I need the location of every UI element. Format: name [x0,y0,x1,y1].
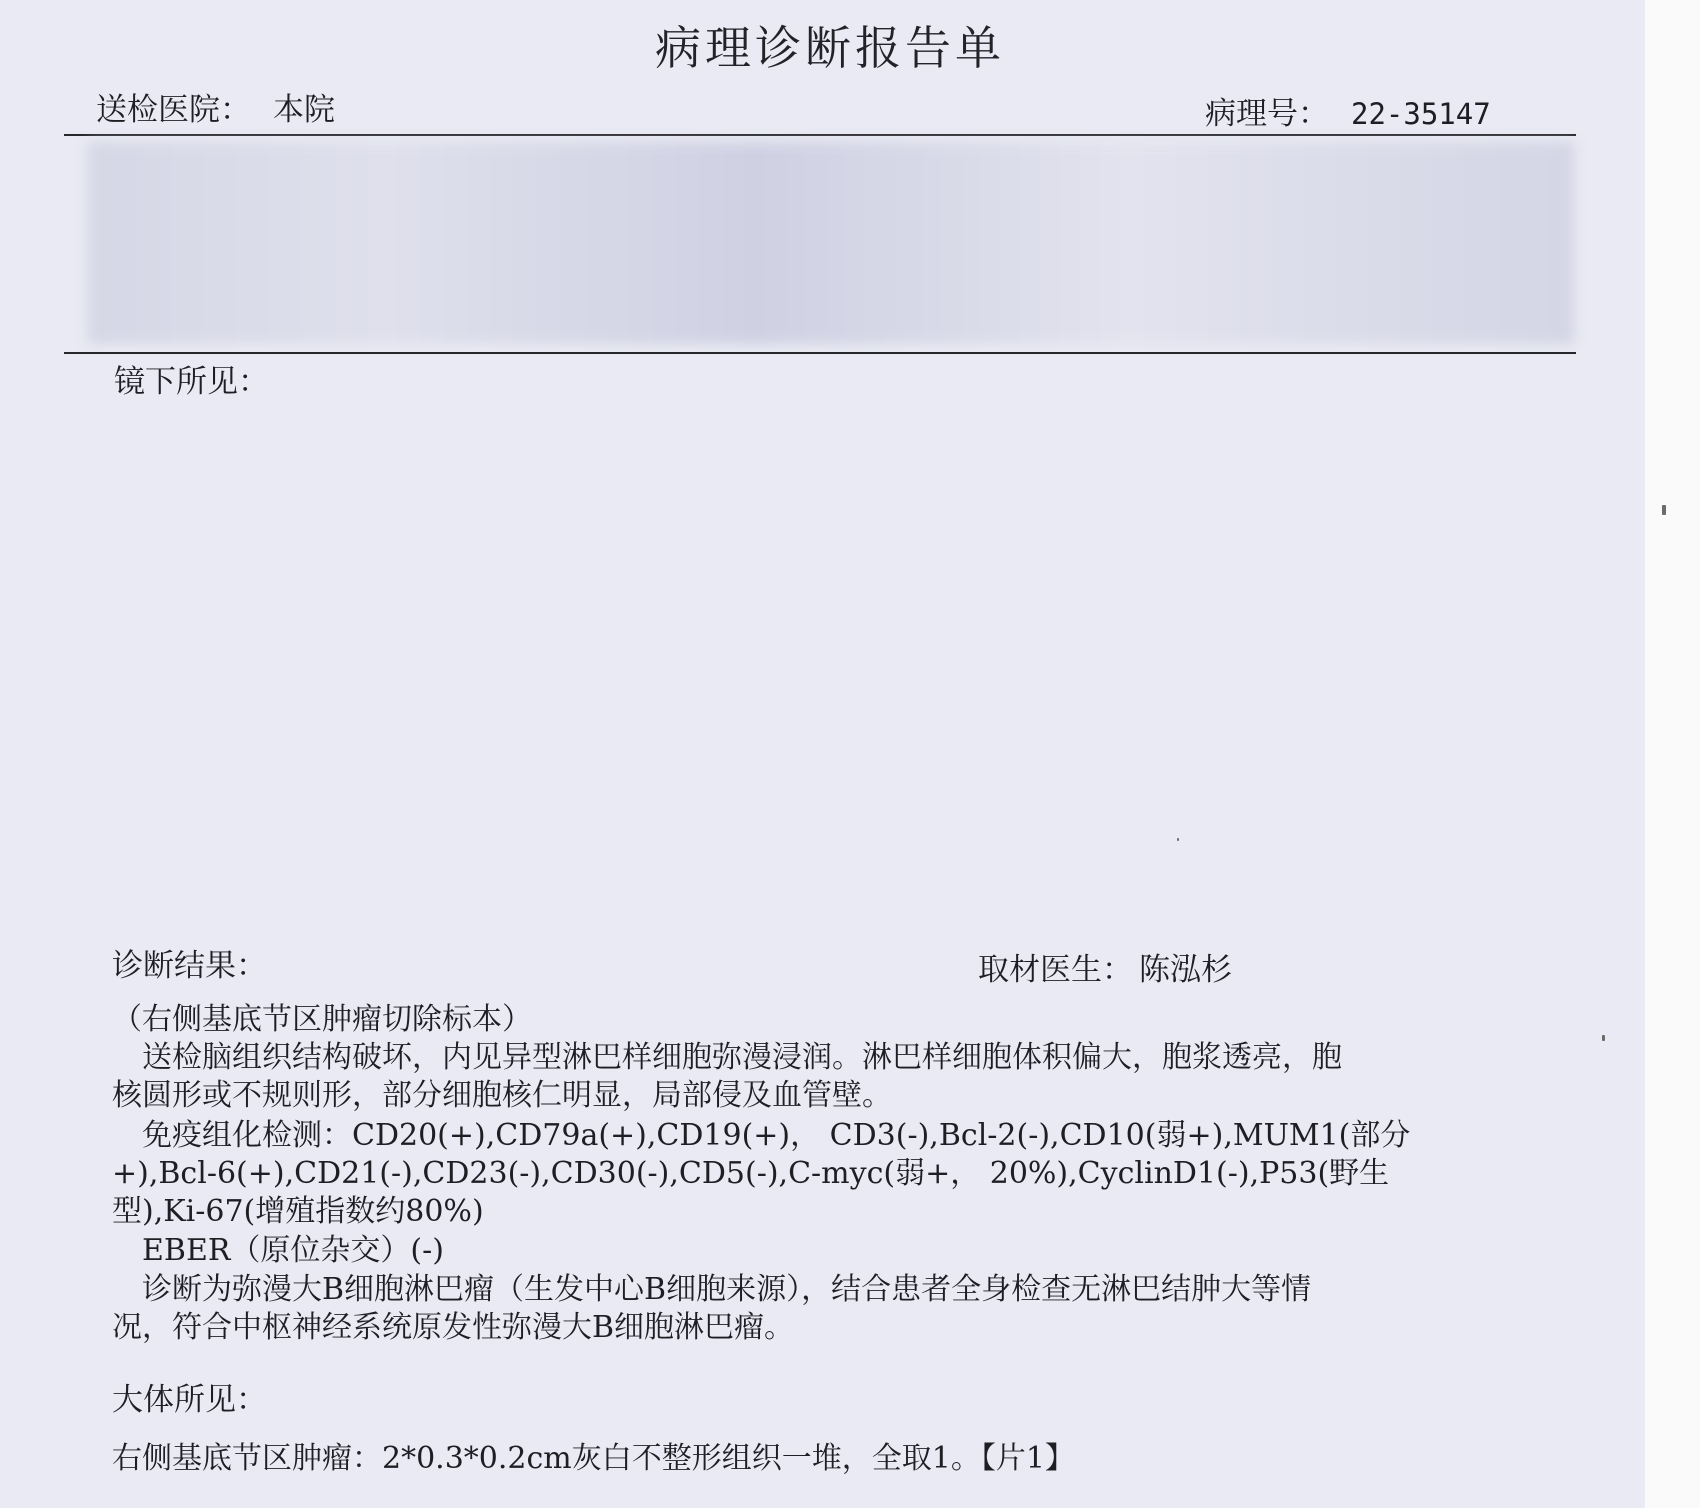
redacted-patient-info [88,142,1574,344]
header-divider [64,134,1576,136]
immunohistochemistry-line: 型),Ki-67(增殖指数约80%) [112,1194,484,1229]
gross-description: 右侧基底节区肿瘤：2*0.3*0.2cm灰白不整形组织一堆，全取1。【片1】 [112,1441,1075,1476]
paper-edge [1645,0,1700,1508]
hospital-field [96,84,335,129]
gross-label: 大体所见： [112,1382,267,1418]
paper-speck [1602,1035,1605,1041]
paper-speck [1177,838,1179,841]
sampling-doctor-field [978,944,1232,989]
diagnosis-text-line: 送检脑组织结构破坏，内见异型淋巴样细胞弥漫浸润。淋巴样细胞体积偏大，胞浆透亮，胞 [112,1040,1342,1075]
diagnosis-conclusion-line: 况，符合中枢神经系统原发性弥漫大B细胞淋巴瘤。 [112,1310,795,1345]
pathology-number-value: 22-35147 [1351,97,1491,131]
hospital-label: 送检医院： [96,92,251,128]
report-title: 病理诊断报告单 [655,21,1005,75]
pathology-number-field [1205,88,1491,133]
sampling-doctor-label: 取材医生： [978,952,1133,988]
pathology-number-label: 病理号： [1205,96,1329,132]
diagnosis-label: 诊断结果： [112,948,267,984]
diagnosis-specimen: （右侧基底节区肿瘤切除标本） [112,1002,532,1037]
hospital-value: 本院 [273,92,335,128]
immunohistochemistry-line: 免疫组化检测：CD20(+),CD79a(+),CD19(+)， CD3(-),Bcl-2(-),CD10(弱+),MUM1(部分 [112,1118,1411,1153]
microscopy-label: 镜下所见： [114,364,269,400]
eber-line: EBER（原位杂交）(-) [112,1233,444,1268]
diagnosis-text-line: 核圆形或不规则形，部分细胞核仁明显，局部侵及血管壁。 [112,1078,892,1113]
patient-info-divider [64,352,1576,354]
diagnosis-conclusion-line: 诊断为弥漫大B细胞淋巴瘤（生发中心B细胞来源），结合患者全身检查无淋巴结肿大等情 [112,1272,1312,1307]
paper-speck [1662,505,1666,515]
sampling-doctor-name: 陈泓杉 [1139,952,1232,988]
immunohistochemistry-line: +),Bcl-6(+),CD21(-),CD23(-),CD30(-),CD5(-),C-myc(弱+， 20%),CyclinD1(-),P53(野生 [112,1156,1390,1191]
